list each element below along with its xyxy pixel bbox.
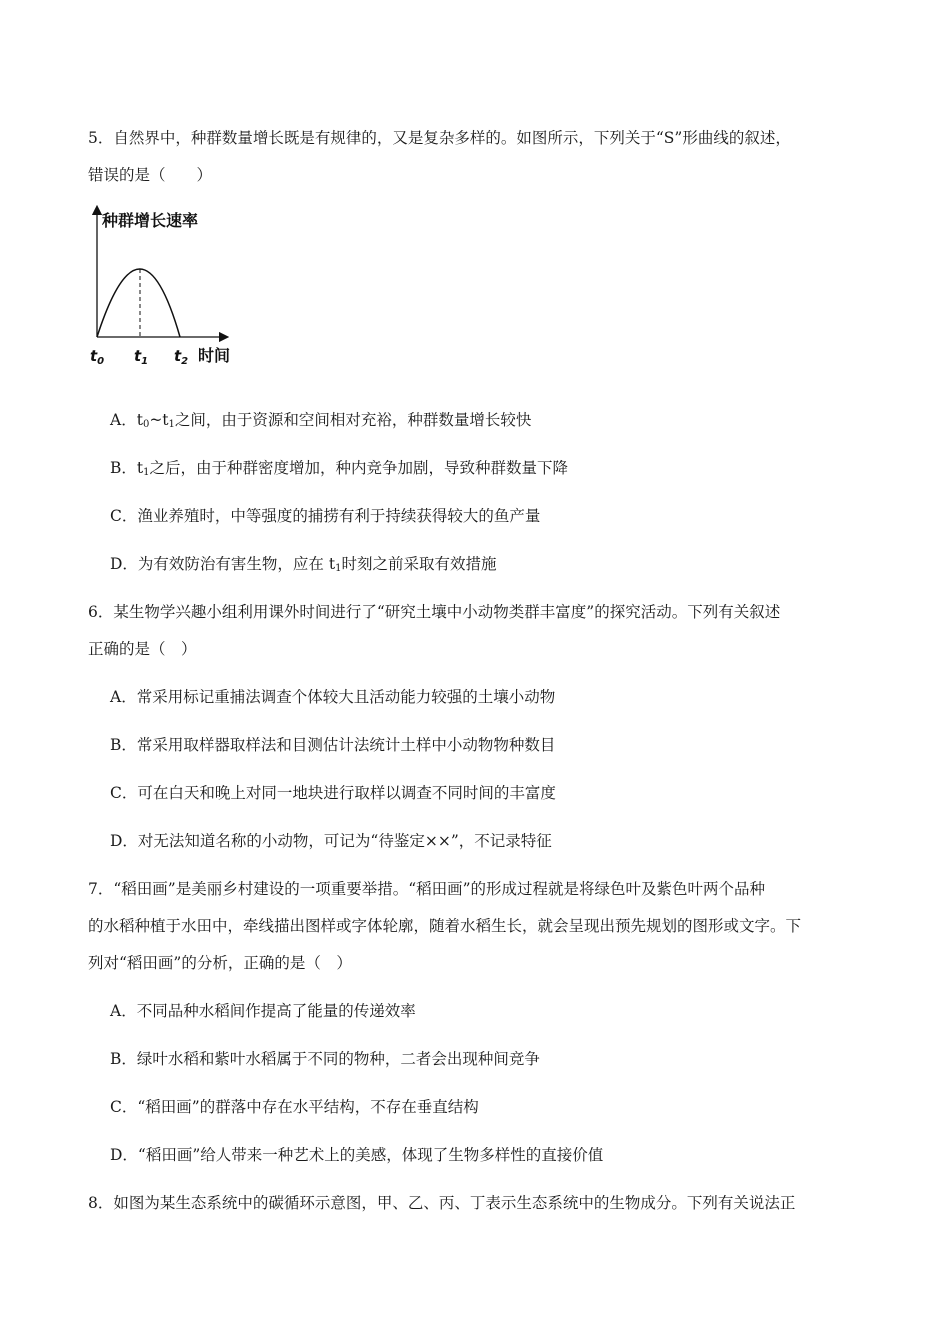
q7-stem-line1: 7．“稻田画”是美丽乡村建设的一项重要举措。“稻田画”的形成过程就是将绿色叶及紫色叶两个品种 <box>88 880 766 898</box>
q6-stem-line1: 6．某生物学兴趣小组利用课外时间进行了“研究土壤中小动物类群丰富度”的探究活动。下列有关叙述 <box>88 603 781 621</box>
growth-rate-graph <box>86 204 256 369</box>
growth-rate-curve <box>97 269 180 337</box>
y-axis-label: 种群增长速率 <box>102 211 199 230</box>
x-axis-label: 时间 <box>198 346 231 365</box>
q7-option-b[interactable]: B．绿叶水稻和紫叶水稻属于不同的物种，二者会出现种间竞争 <box>110 1050 540 1068</box>
t2-label: $t_2$ <box>174 347 189 367</box>
q7-option-c[interactable]: C．“稻田画”的群落中存在水平结构，不存在垂直结构 <box>110 1098 479 1116</box>
t0-label: $t_0$ <box>90 347 105 367</box>
q6-option-b[interactable]: B．常采用取样器取样法和目测估计法统计土样中小动物物种数目 <box>110 736 556 754</box>
q6-option-d[interactable]: D．对无法知道名称的小动物，可记为“待鉴定××”，不记录特征 <box>110 832 552 850</box>
q7-option-a[interactable]: A．不同品种水稻间作提高了能量的传递效率 <box>110 1002 416 1020</box>
q6-option-c[interactable]: C．可在白天和晚上对同一地块进行取样以调查不同时间的丰富度 <box>110 784 556 802</box>
q5-stem-line1: 5．自然界中，种群数量增长既是有规律的，又是复杂多样的。如图所示，下列关于“S”形曲线的叙述， <box>88 129 791 147</box>
q5-option-d[interactable]: D．为有效防治有害生物，应在 $t_1$时刻之前采取有效措施 <box>110 555 497 574</box>
q6-stem-line2: 正确的是（ ） <box>88 640 197 658</box>
t1-label: $t_1$ <box>134 347 149 367</box>
q5-option-c[interactable]: C．渔业养殖时，中等强度的捕捞有利于持续获得较大的鱼产量 <box>110 507 541 525</box>
q5-option-a[interactable]: A．$t_0\sim t_1$之间，由于资源和空间相对充裕，种群数量增长较快 <box>110 411 532 430</box>
q5-option-b[interactable]: B．$t_1$之后，由于种群密度增加，种内竞争加剧，导致种群数量下降 <box>110 459 569 478</box>
q6-option-a[interactable]: A．常采用标记重捕法调查个体较大且活动能力较强的土壤小动物 <box>110 688 556 706</box>
q7-stem-line3: 列对“稻田画”的分析，正确的是（ ） <box>88 954 352 972</box>
q5-stem-line2: 错误的是（ ） <box>88 166 213 184</box>
q8-stem-line1: 8．如图为某生态系统中的碳循环示意图，甲、乙、丙、丁表示生态系统中的生物成分。下列有关说法正 <box>88 1194 796 1212</box>
q7-stem-line2: 的水稻种植于水田中，牵线描出图样或字体轮廓，随着水稻生长，就会呈现出预先规划的图形或文字。下 <box>88 917 802 935</box>
q7-option-d[interactable]: D．“稻田画”给人带来一种艺术上的美感，体现了生物多样性的直接价值 <box>110 1146 604 1164</box>
